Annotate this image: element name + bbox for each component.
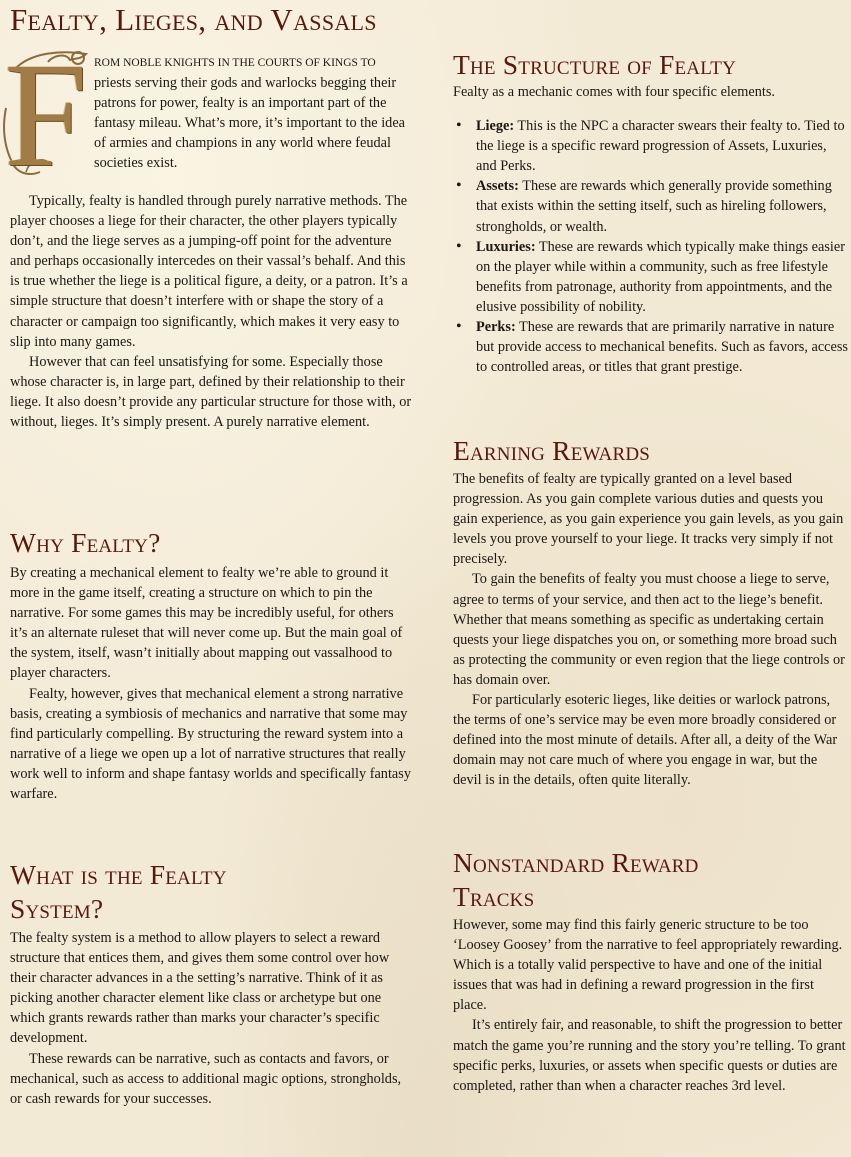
page-title: Fealty, Lieges, and Vassals: [10, 2, 377, 37]
left-intro-body: [10, 191, 412, 432]
list-item: [453, 176, 849, 236]
section-what-is-fealty-system: [10, 858, 412, 1109]
section-heading-line: Nonstandard Reward: [453, 847, 699, 878]
section-structure-of-fealty: [453, 48, 849, 377]
list-item-term: Assets:: [476, 178, 519, 195]
paragraph: The benefits of fealty are typically granted on a level based progression. As you gain complete various duties and quests you gain experience, as you gain experience you gain levels, as you gain levels you prove yourself to your liege. It tracks very simply if not precisely.: [453, 471, 844, 568]
paragraph: Typically, fealty is handled through purely narrative methods. The player chooses a liege for their character, the other players typically don’t, and the liege serves as a jumping-off point for the adventure and perhaps occasionally intercedes on their vassal’s behalf. And this is true whether the liege is a political figure, a deity, or a patron. It’s a simple structure that doesn’t interfere with or shape the story of a character or campaign too significantly, which makes it very easy to slip into many games.: [10, 193, 408, 350]
list-item: [453, 237, 849, 317]
paragraph: However, some may find this fairly generic structure to be too ‘Loosey Goosey’ from the narrative to feel appropriately rewarding. Which is a totally valid perspective to have and one of the initial issues that was had in defining a reward progression in the first place.: [453, 917, 843, 1014]
section-heading: [453, 846, 849, 914]
intro-rest: priests serving their gods and warlocks begging their patrons for power, fealty is an important part of the fantasy mileau. What’s more, it’s important to the idea of armies and champions in any world where feudal societies exist.: [94, 75, 406, 172]
list-item-text: This is the NPC a character swears their fealty to. Tied to the liege is a specific reward progression of Assets, Luxuries, and Perks.: [476, 118, 845, 175]
list-item: [453, 317, 849, 377]
paragraph: These rewards can be narrative, such as contacts and favors, or mechanical, such as access to additional magic options, strongholds, or cash rewards for your successes.: [10, 1050, 402, 1107]
list-item-text: These are rewards which typically make things easier on the player while within a community, such as free lifestyle benefits from patronage, authority from appointments, and the elusive possibility of nobility.: [476, 238, 845, 315]
list-item-term: Liege:: [476, 118, 515, 135]
paragraph: However that can feel unsatisfying for some. Especially those whose character is, in large part, defined by their relationship to their liege. It also doesn’t provide any particular structure for those with, or without, lieges. It’s simply present. A purely narrative element.: [10, 353, 412, 431]
paragraph: For particularly esoteric lieges, like deities or warlock patrons, the terms of one’s service may be even more broadly considered or defined into the most minute of details. After all, a deity of the War domain may not care much of where you engage in war, but the devil is in the details, often quite literally.: [453, 692, 838, 789]
section-nonstandard-reward-tracks: [453, 846, 849, 1096]
paragraph: The fealty system is a method to allow players to select a reward structure that entices them, and gives them some control over how their character advances in a the setting’s narrative. Think of it as picking another character element like class or archetype but one which grants rewards rather than marks your character’s specific development.: [10, 930, 390, 1047]
drop-cap-letter: F: [4, 32, 88, 198]
paragraph: Fealty, however, gives that mechanical element a strong narrative basis, creating a symbiosis of mechanics and narrative that some may find particularly compelling. By structuring the reward system into a narrative of a liege we open up a lot of narrative structures that really work well to inform and shape fantasy worlds and specifically fantasy warfare.: [10, 685, 411, 803]
list-item-term: Luxuries:: [476, 238, 536, 255]
paragraph: Fealty as a mechanic comes with four specific elements.: [453, 84, 775, 100]
intro-lead: ROM NOBLE KNIGHTS IN THE COURTS OF KINGS TO: [94, 57, 376, 69]
section-heading-line: Tracks: [453, 881, 535, 912]
list-item-text: These are rewards which generally provide something that exists within the setting itself, such as hireling followers, strongholds, or wealth.: [476, 178, 832, 235]
section-heading: Why Fealty?: [10, 527, 161, 558]
element-list: [453, 116, 849, 377]
section-why-fealty: [10, 526, 412, 804]
section-heading-line: What is the Fealty: [10, 859, 227, 890]
intro-paragraph: [94, 52, 414, 174]
section-heading: [10, 858, 412, 926]
section-earning-rewards: [453, 434, 849, 791]
paragraph: It’s entirely fair, and reasonable, to shift the progression to better match the game you’re running and the story you’re telling. To grant specific perks, luxuries, or assets when specific quests or duties are completed, rather than when a character reaches 3rd level.: [453, 1017, 846, 1094]
list-item: [453, 116, 849, 176]
section-heading: Earning Rewards: [453, 435, 651, 466]
drop-cap: [0, 32, 94, 198]
paragraph: To gain the benefits of fealty you must choose a liege to serve, agree to terms of your service, and then act to the liege’s benefit. Whether that means something as specific as undertaking certain quests your liege dispatches you on, or something more broad such as protecting the community or even region that the liege controls or has domain over.: [453, 571, 845, 688]
list-item-term: Perks:: [476, 319, 516, 336]
list-item-text: These are rewards that are primarily narrative in nature but provide access to mechanical benefits. Such as favors, access to controlled areas, or titles that grant prestige.: [476, 319, 848, 376]
section-heading-line: System?: [10, 893, 104, 924]
section-heading: The Structure of Fealty: [453, 49, 737, 80]
paragraph: By creating a mechanical element to fealty we’re able to ground it more in the game itself, creating a structure on which to pin the narrative. For some games this may be incredibly useful, for others it’s an alternate ruleset that will never come up. But the main goal of the system, itself, wasn’t initially about mapping out vassalhood to player characters.: [10, 565, 403, 682]
